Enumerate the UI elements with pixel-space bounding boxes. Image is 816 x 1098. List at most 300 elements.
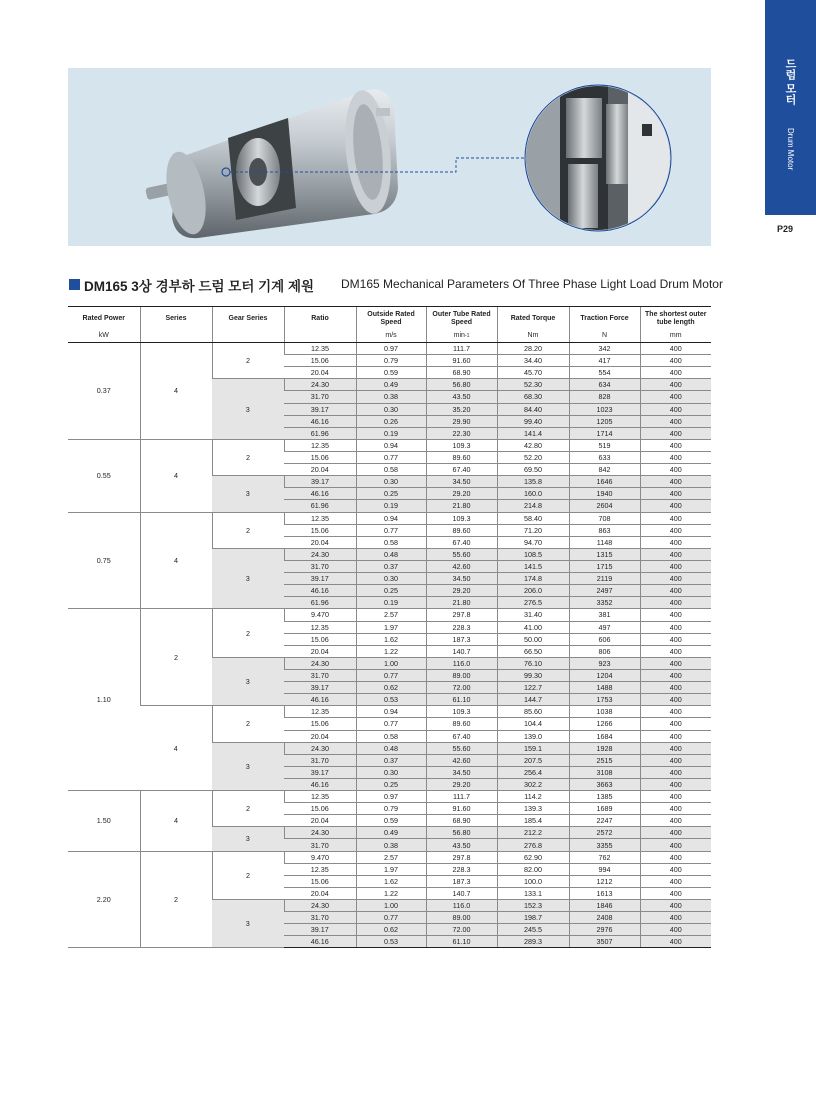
table-cell: 20.04 — [284, 730, 356, 742]
column-header: Traction Force — [569, 307, 640, 331]
table-cell: 0.48 — [356, 548, 426, 560]
table-cell: 0.53 — [356, 694, 426, 706]
table-cell: 400 — [640, 730, 711, 742]
table-cell: 3108 — [569, 766, 640, 778]
table-cell: 400 — [640, 451, 711, 463]
table-cell: 0.94 — [356, 706, 426, 718]
table-cell: 842 — [569, 464, 640, 476]
table-cell: 24.30 — [284, 548, 356, 560]
table-cell: 400 — [640, 924, 711, 936]
table-cell: 0.30 — [356, 476, 426, 488]
table-cell: 68.30 — [497, 391, 569, 403]
table-cell: 400 — [640, 500, 711, 512]
table-cell: 31.70 — [284, 391, 356, 403]
table-cell: 46.16 — [284, 585, 356, 597]
table-cell: 139.3 — [497, 803, 569, 815]
gear-series-cell: 3 — [212, 379, 284, 440]
side-tab-english-label: Drum Motor — [786, 128, 795, 171]
table-cell: 289.3 — [497, 936, 569, 948]
table-cell: 12.35 — [284, 512, 356, 524]
table-cell: 400 — [640, 488, 711, 500]
gear-series-cell: 3 — [212, 742, 284, 790]
table-cell: 0.58 — [356, 730, 426, 742]
table-cell: 108.5 — [497, 548, 569, 560]
table-cell: 159.1 — [497, 742, 569, 754]
table-cell: 39.17 — [284, 682, 356, 694]
table-cell: 1.22 — [356, 887, 426, 899]
column-header: Outer Tube Rated Speed — [426, 307, 497, 331]
table-cell: 133.1 — [497, 887, 569, 899]
page-number: P29 — [777, 224, 794, 234]
table-cell: 0.37 — [356, 560, 426, 572]
table-cell: 24.30 — [284, 900, 356, 912]
table-cell: 12.35 — [284, 706, 356, 718]
table-cell: 1385 — [569, 791, 640, 803]
table-cell: 67.40 — [426, 536, 497, 548]
column-unit: $\min^{-1}$ — [426, 331, 497, 343]
table-cell: 400 — [640, 439, 711, 451]
table-cell: 0.26 — [356, 415, 426, 427]
table-cell: 84.40 — [497, 403, 569, 415]
table-cell: 46.16 — [284, 415, 356, 427]
table-cell: 1715 — [569, 560, 640, 572]
column-unit: Nm — [497, 331, 569, 343]
table-cell: 400 — [640, 791, 711, 803]
table-cell: 256.4 — [497, 766, 569, 778]
table-cell: 89.60 — [426, 524, 497, 536]
table-cell: 245.5 — [497, 924, 569, 936]
table-cell: 400 — [640, 609, 711, 621]
table-cell: 58.40 — [497, 512, 569, 524]
table-cell: 104.4 — [497, 718, 569, 730]
table-cell: 12.35 — [284, 439, 356, 451]
gear-series-cell: 3 — [212, 657, 284, 705]
table-cell: 400 — [640, 560, 711, 572]
table-cell: 24.30 — [284, 379, 356, 391]
product-image-panel — [68, 68, 711, 246]
table-cell: 497 — [569, 621, 640, 633]
table-cell: 519 — [569, 439, 640, 451]
table-cell: 0.49 — [356, 379, 426, 391]
table-cell: 187.3 — [426, 633, 497, 645]
table-cell: 67.40 — [426, 464, 497, 476]
table-cell: 2119 — [569, 573, 640, 585]
table-cell: 0.97 — [356, 343, 426, 355]
table-cell: 68.90 — [426, 815, 497, 827]
column-unit: N — [569, 331, 640, 343]
gear-series-cell: 2 — [212, 791, 284, 827]
table-cell: 297.8 — [426, 609, 497, 621]
table-cell: 141.5 — [497, 560, 569, 572]
table-cell: 806 — [569, 645, 640, 657]
side-tab-underline — [765, 213, 816, 215]
drum-motor-illustration — [68, 68, 711, 246]
table-cell: 417 — [569, 355, 640, 367]
table-cell: 12.35 — [284, 863, 356, 875]
table-cell: 400 — [640, 355, 711, 367]
table-cell: 400 — [640, 597, 711, 609]
table-cell: 1714 — [569, 427, 640, 439]
table-cell: 400 — [640, 900, 711, 912]
table-cell: 31.70 — [284, 839, 356, 851]
table-cell: 3507 — [569, 936, 640, 948]
table-cell: 297.8 — [426, 851, 497, 863]
table-cell: 91.60 — [426, 355, 497, 367]
table-cell: 0.19 — [356, 597, 426, 609]
table-cell: 71.20 — [497, 524, 569, 536]
table-cell: 152.3 — [497, 900, 569, 912]
table-cell: 0.58 — [356, 464, 426, 476]
table-cell: 400 — [640, 536, 711, 548]
table-cell: 0.48 — [356, 742, 426, 754]
table-cell: 400 — [640, 706, 711, 718]
table-cell: 1.97 — [356, 863, 426, 875]
series-cell: 4 — [140, 791, 212, 852]
table-cell: 160.0 — [497, 488, 569, 500]
table-cell: 139.0 — [497, 730, 569, 742]
table-cell: 400 — [640, 645, 711, 657]
table-cell: 89.60 — [426, 451, 497, 463]
table-cell: 31.70 — [284, 912, 356, 924]
table-cell: 43.50 — [426, 839, 497, 851]
table-cell: 863 — [569, 524, 640, 536]
table-cell: 342 — [569, 343, 640, 355]
table-cell: 66.50 — [497, 645, 569, 657]
table-cell: 400 — [640, 839, 711, 851]
table-cell: 21.80 — [426, 500, 497, 512]
table-cell: 400 — [640, 573, 711, 585]
table-cell: 85.60 — [497, 706, 569, 718]
table-cell: 15.06 — [284, 718, 356, 730]
table-cell: 20.04 — [284, 536, 356, 548]
table-cell: 89.00 — [426, 669, 497, 681]
table-cell: 24.30 — [284, 827, 356, 839]
table-cell: 174.8 — [497, 573, 569, 585]
table-cell: 228.3 — [426, 621, 497, 633]
table-cell: 89.60 — [426, 718, 497, 730]
table-cell: 2.57 — [356, 851, 426, 863]
table-cell: 24.30 — [284, 657, 356, 669]
table-row — [68, 439, 711, 451]
gear-series-cell: 2 — [212, 439, 284, 475]
gear-series-cell: 2 — [212, 851, 284, 899]
table-cell: 400 — [640, 633, 711, 645]
table-cell: 276.8 — [497, 839, 569, 851]
table-cell: 12.35 — [284, 791, 356, 803]
table-cell: 1212 — [569, 875, 640, 887]
table-cell: 633 — [569, 451, 640, 463]
rated-power-cell: 0.75 — [68, 512, 140, 609]
table-cell: 94.70 — [497, 536, 569, 548]
table-cell: 1038 — [569, 706, 640, 718]
table-cell: 400 — [640, 621, 711, 633]
column-unit: m/s — [356, 331, 426, 343]
table-cell: 29.20 — [426, 488, 497, 500]
table-cell: 400 — [640, 694, 711, 706]
table-cell: 35.20 — [426, 403, 497, 415]
table-cell: 34.50 — [426, 766, 497, 778]
table-cell: 9.470 — [284, 851, 356, 863]
table-cell: 111.7 — [426, 343, 497, 355]
table-cell: 55.60 — [426, 548, 497, 560]
table-cell: 2247 — [569, 815, 640, 827]
table-cell: 72.00 — [426, 682, 497, 694]
table-cell: 400 — [640, 343, 711, 355]
table-row — [68, 851, 711, 863]
column-header: Ratio — [284, 307, 356, 331]
table-cell: 0.77 — [356, 912, 426, 924]
table-cell: 400 — [640, 367, 711, 379]
table-cell: 135.8 — [497, 476, 569, 488]
table-cell: 0.94 — [356, 512, 426, 524]
table-cell: 29.20 — [426, 585, 497, 597]
table-cell: 2497 — [569, 585, 640, 597]
table-row — [68, 343, 711, 355]
series-cell: 2 — [140, 851, 212, 948]
table-cell: 634 — [569, 379, 640, 391]
table-cell: 400 — [640, 464, 711, 476]
table-cell: 1023 — [569, 403, 640, 415]
table-cell: 68.90 — [426, 367, 497, 379]
table-cell: 2.57 — [356, 609, 426, 621]
table-cell: 0.58 — [356, 536, 426, 548]
table-cell: 61.96 — [284, 597, 356, 609]
table-cell: 400 — [640, 427, 711, 439]
table-cell: 20.04 — [284, 464, 356, 476]
table-cell: 140.7 — [426, 887, 497, 899]
table-cell: 381 — [569, 609, 640, 621]
table-cell: 212.2 — [497, 827, 569, 839]
table-cell: 0.59 — [356, 367, 426, 379]
rated-power-cell: 1.50 — [68, 791, 140, 852]
mechanical-parameters-table — [68, 306, 711, 948]
table-cell: 0.49 — [356, 827, 426, 839]
table-cell: 400 — [640, 524, 711, 536]
table-cell: 0.77 — [356, 524, 426, 536]
table-cell: 1488 — [569, 682, 640, 694]
table-cell: 214.8 — [497, 500, 569, 512]
table-cell: 1148 — [569, 536, 640, 548]
column-unit — [212, 331, 284, 343]
table-cell: 762 — [569, 851, 640, 863]
table-cell: 61.96 — [284, 500, 356, 512]
table-cell: 99.40 — [497, 415, 569, 427]
series-cell: 4 — [140, 343, 212, 440]
table-cell: 400 — [640, 827, 711, 839]
table-cell: 1.00 — [356, 900, 426, 912]
table-cell: 400 — [640, 754, 711, 766]
table-cell: 20.04 — [284, 367, 356, 379]
table-cell: 0.97 — [356, 791, 426, 803]
column-unit — [140, 331, 212, 343]
table-cell: 46.16 — [284, 778, 356, 790]
title-square-icon — [69, 279, 80, 290]
table-cell: 198.7 — [497, 912, 569, 924]
table-cell: 39.17 — [284, 403, 356, 415]
table-cell: 400 — [640, 766, 711, 778]
table-cell: 0.59 — [356, 815, 426, 827]
table-cell: 302.2 — [497, 778, 569, 790]
column-unit: mm — [640, 331, 711, 343]
table-cell: 41.00 — [497, 621, 569, 633]
table-cell: 1266 — [569, 718, 640, 730]
table-cell: 400 — [640, 476, 711, 488]
table-cell: 0.38 — [356, 391, 426, 403]
table-cell: 400 — [640, 778, 711, 790]
table-cell: 0.25 — [356, 488, 426, 500]
table-cell: 400 — [640, 887, 711, 899]
gear-series-cell: 2 — [212, 343, 284, 379]
table-cell: 994 — [569, 863, 640, 875]
table-cell: 828 — [569, 391, 640, 403]
table-row — [68, 512, 711, 524]
table-cell: 187.3 — [426, 875, 497, 887]
table-cell: 1.62 — [356, 633, 426, 645]
table-cell: 2572 — [569, 827, 640, 839]
rated-power-cell: 1.10 — [68, 609, 140, 791]
column-header: Rated Torque — [497, 307, 569, 331]
table-cell: 12.35 — [284, 343, 356, 355]
table-cell: 0.37 — [356, 754, 426, 766]
table-cell: 109.3 — [426, 512, 497, 524]
table-cell: 400 — [640, 875, 711, 887]
column-header: Rated Power — [68, 307, 140, 331]
table-cell: 34.40 — [497, 355, 569, 367]
table-cell: 15.06 — [284, 803, 356, 815]
table-cell: 1689 — [569, 803, 640, 815]
table-cell: 276.5 — [497, 597, 569, 609]
column-header: Gear Series — [212, 307, 284, 331]
table-cell: 9.470 — [284, 609, 356, 621]
table-cell: 1.62 — [356, 875, 426, 887]
table-cell: 0.77 — [356, 718, 426, 730]
gear-series-cell: 3 — [212, 476, 284, 512]
table-row — [68, 706, 711, 718]
table-cell: 0.25 — [356, 778, 426, 790]
table-cell: 400 — [640, 718, 711, 730]
table-cell: 46.16 — [284, 488, 356, 500]
table-cell: 1205 — [569, 415, 640, 427]
table-cell: 400 — [640, 585, 711, 597]
series-cell: 4 — [140, 512, 212, 609]
table-cell: 122.7 — [497, 682, 569, 694]
table-cell: 1613 — [569, 887, 640, 899]
table-cell: 0.30 — [356, 573, 426, 585]
table-cell: 2604 — [569, 500, 640, 512]
column-header: The shortest outer tube length — [640, 307, 711, 331]
table-cell: 3355 — [569, 839, 640, 851]
table-cell: 61.96 — [284, 427, 356, 439]
table-cell: 1315 — [569, 548, 640, 560]
table-cell: 1.97 — [356, 621, 426, 633]
table-cell: 0.94 — [356, 439, 426, 451]
table-cell: 1204 — [569, 669, 640, 681]
table-cell: 55.60 — [426, 742, 497, 754]
table-cell: 228.3 — [426, 863, 497, 875]
rated-power-cell: 2.20 — [68, 851, 140, 948]
table-cell: 400 — [640, 391, 711, 403]
table-cell: 3352 — [569, 597, 640, 609]
table-cell: 400 — [640, 415, 711, 427]
table-cell: 400 — [640, 803, 711, 815]
gear-series-cell: 2 — [212, 706, 284, 742]
table-cell: 39.17 — [284, 573, 356, 585]
table-cell: 20.04 — [284, 645, 356, 657]
table-cell: 50.00 — [497, 633, 569, 645]
table-cell: 111.7 — [426, 791, 497, 803]
table-cell: 42.80 — [497, 439, 569, 451]
table-cell: 400 — [640, 863, 711, 875]
table-cell: 29.20 — [426, 778, 497, 790]
table-cell: 400 — [640, 379, 711, 391]
table-cell: 400 — [640, 815, 711, 827]
table-cell: 91.60 — [426, 803, 497, 815]
gear-series-cell: 2 — [212, 512, 284, 548]
table-cell: 0.77 — [356, 451, 426, 463]
table-cell: 0.79 — [356, 803, 426, 815]
table-cell: 82.00 — [497, 863, 569, 875]
table-cell: 20.04 — [284, 815, 356, 827]
table-cell: 0.25 — [356, 585, 426, 597]
table-cell: 109.3 — [426, 439, 497, 451]
table-cell: 52.20 — [497, 451, 569, 463]
table-cell: 76.10 — [497, 657, 569, 669]
table-cell: 141.4 — [497, 427, 569, 439]
table-cell: 708 — [569, 512, 640, 524]
table-cell: 34.50 — [426, 476, 497, 488]
table-cell: 3663 — [569, 778, 640, 790]
table-cell: 400 — [640, 936, 711, 948]
table-cell: 89.00 — [426, 912, 497, 924]
column-unit — [284, 331, 356, 343]
table-cell: 1753 — [569, 694, 640, 706]
table-cell: 61.10 — [426, 694, 497, 706]
gear-series-cell: 2 — [212, 609, 284, 657]
table-cell: 1.00 — [356, 657, 426, 669]
table-cell: 400 — [640, 669, 711, 681]
table-cell: 46.16 — [284, 936, 356, 948]
table-cell: 15.06 — [284, 875, 356, 887]
table-cell: 400 — [640, 512, 711, 524]
table-cell: 1928 — [569, 742, 640, 754]
table-cell: 0.19 — [356, 427, 426, 439]
table-cell: 29.90 — [426, 415, 497, 427]
table-cell: 400 — [640, 657, 711, 669]
table-cell: 21.80 — [426, 597, 497, 609]
table-cell: 43.50 — [426, 391, 497, 403]
table-cell: 39.17 — [284, 924, 356, 936]
table-cell: 31.70 — [284, 669, 356, 681]
table-cell: 400 — [640, 851, 711, 863]
table-cell: 15.06 — [284, 633, 356, 645]
gear-series-cell: 3 — [212, 827, 284, 851]
table-cell: 15.06 — [284, 355, 356, 367]
side-tab-korean-label: 드럼 모터 — [784, 58, 796, 106]
table-cell: 1.22 — [356, 645, 426, 657]
table-cell: 400 — [640, 403, 711, 415]
column-header: Series — [140, 307, 212, 331]
table-cell: 31.40 — [497, 609, 569, 621]
table-cell: 2515 — [569, 754, 640, 766]
table-cell: 31.70 — [284, 560, 356, 572]
table-cell: 39.17 — [284, 476, 356, 488]
table-cell: 109.3 — [426, 706, 497, 718]
section-title-korean: DM165 3상 경부하 드럼 모터 기계 제원 — [84, 279, 315, 294]
series-cell: 2 — [140, 609, 212, 706]
table-cell: 24.30 — [284, 742, 356, 754]
table-cell: 0.38 — [356, 839, 426, 851]
table-cell: 56.80 — [426, 379, 497, 391]
